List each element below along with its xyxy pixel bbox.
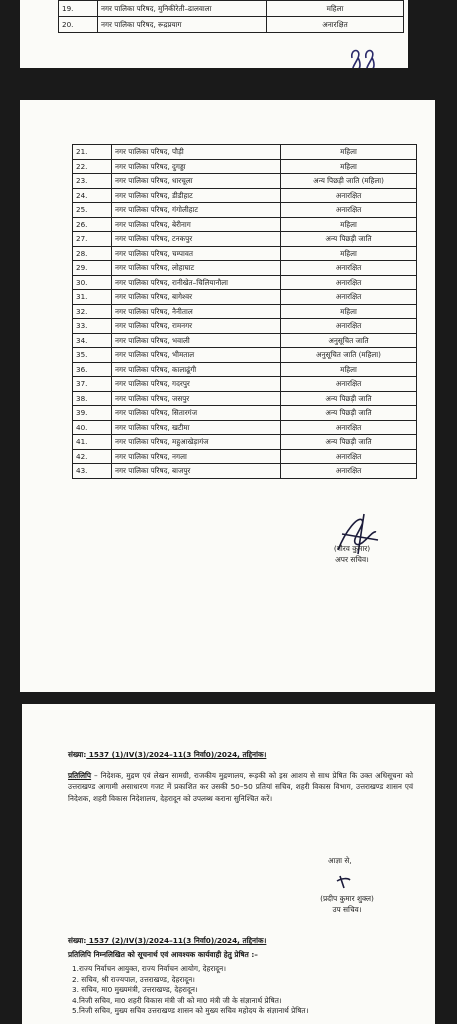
reservation-category: अनारक्षित [281, 203, 417, 218]
reservation-category: अनारक्षित [281, 377, 417, 392]
table-row [73, 159, 417, 174]
table-row [59, 1, 404, 17]
serial-number: 21. [73, 145, 112, 160]
table-row [73, 290, 417, 305]
table-row [73, 304, 417, 319]
municipal-body-name: नगर पालिका परिषद, नैनीताल [112, 304, 281, 319]
reservation-table [72, 144, 417, 479]
serial-number: 36. [73, 362, 112, 377]
table-row [59, 17, 404, 33]
municipal-body-name: नगर पालिका परिषद, धारचूला [112, 174, 281, 189]
table-row [73, 174, 417, 189]
reservation-category: अनारक्षित [281, 261, 417, 276]
municipal-body-name: नगर पालिका परिषद, जसपुर [112, 391, 281, 406]
ref1-prefix: संख्या: [68, 750, 87, 759]
reservation-category: महिला [281, 246, 417, 261]
municipal-body-name: नगर पालिका परिषद, दुगड्डा [112, 159, 281, 174]
table-row [73, 449, 417, 464]
serial-number: 19. [59, 1, 98, 17]
municipal-body-name: नगर पालिका परिषद, रामनगर [112, 319, 281, 334]
document-page-1 [20, 0, 408, 68]
municipal-body-name: नगर पालिका परिषद, रूद्रप्रयाग [98, 17, 267, 33]
municipal-body-name: नगर पालिका परिषद, महुआखेड़ागंज [112, 435, 281, 450]
reservation-category: अनारक्षित [281, 188, 417, 203]
signatory-designation-2: उप सचिव। [332, 904, 362, 914]
reservation-category: अन्य पिछड़ी जाति [281, 391, 417, 406]
order-text: आज्ञा से, [328, 856, 352, 865]
reservation-category: अनारक्षित [281, 319, 417, 334]
ref2-prefix: संख्या: [68, 936, 87, 945]
serial-number: 22. [73, 159, 112, 174]
signatory-name: (गौरव कुमार) [333, 544, 371, 553]
table-row [73, 145, 417, 160]
table-row [73, 348, 417, 363]
municipal-body-name: नगर पालिका परिषद, टनकपुर [112, 232, 281, 247]
reservation-category: अन्य पिछड़ी जाति [281, 232, 417, 247]
table-row [73, 203, 417, 218]
recipient-item: 5.निजी सचिव, मुख्य सचिव उत्तराखण्ड शासन को मुख्य सचिव महोदय के संज्ञानार्थ प्रेषित। [72, 1006, 309, 1016]
serial-number: 30. [73, 275, 112, 290]
serial-number: 26. [73, 217, 112, 232]
municipal-body-name: नगर पालिका परिषद, भीमताल [112, 348, 281, 363]
serial-number: 38. [73, 391, 112, 406]
serial-number: 20. [59, 17, 98, 33]
reservation-category: अनारक्षित [281, 449, 417, 464]
serial-number: 23. [73, 174, 112, 189]
serial-number: 29. [73, 261, 112, 276]
table-row [73, 420, 417, 435]
table-row [73, 188, 417, 203]
table-row [73, 232, 417, 247]
reference-number-2 [68, 936, 266, 947]
serial-number: 43. [73, 464, 112, 479]
serial-number: 35. [73, 348, 112, 363]
municipal-body-name: नगर पालिका परिषद, गंगोलीहाट [112, 203, 281, 218]
copy-to-paragraph-1 [68, 770, 413, 804]
municipal-body-name: नगर पालिका परिषद, बागेश्वर [112, 290, 281, 305]
municipal-body-name: नगर पालिका परिषद, बाजपुर [112, 464, 281, 479]
serial-number: 31. [73, 290, 112, 305]
copy-to-heading-2: प्रतिलिपि निम्नलिखित को सूचनार्थ एवं आवश्यक कार्यवाही हेतु प्रेषित :– [68, 950, 258, 959]
municipal-body-name: नगर पालिका परिषद, गदरपुर [112, 377, 281, 392]
document-page-2 [20, 100, 435, 692]
municipal-body-name: नगर पालिका परिषद, चम्पावत [112, 246, 281, 261]
reservation-category: महिला [281, 217, 417, 232]
serial-number: 40. [73, 420, 112, 435]
serial-number: 37. [73, 377, 112, 392]
serial-number: 27. [73, 232, 112, 247]
municipal-body-name: नगर पालिका परिषद, कालाढूंगी [112, 362, 281, 377]
document-page-3 [22, 704, 435, 1024]
municipal-body-name: नगर पालिका परिषद, डीडीहाट [112, 188, 281, 203]
recipient-item: 3. सचिव, मा0 मुख्यमंत्री, उत्तराखण्ड, देहरादून। [72, 985, 198, 995]
reservation-category: महिला [281, 304, 417, 319]
reservation-category: महिला [267, 1, 404, 17]
serial-number: 32. [73, 304, 112, 319]
table-row [73, 464, 417, 479]
recipient-item: 2. सचिव, श्री राज्यपाल, उत्तराखण्ड, देहरादून। [72, 974, 195, 984]
municipal-body-name: नगर पालिका परिषद, रानीखेत–चिलियानौला [112, 275, 281, 290]
signature-handwritten-2 [334, 872, 356, 892]
reservation-table-continued [58, 0, 404, 33]
reservation-category: अन्य पिछड़ी जाति [281, 435, 417, 450]
page-number-handwritten [348, 44, 384, 68]
serial-number: 34. [73, 333, 112, 348]
recipient-list [72, 964, 308, 1017]
ref1-number: 1537 (1)/IV(3)/2024–11(3 निर्वा0)/2024, तद्दिनांक। [86, 750, 267, 759]
reservation-category: महिला [281, 145, 417, 160]
reservation-category: महिला [281, 159, 417, 174]
municipal-body-name: नगर पालिका परिषद, बेरीनाग [112, 217, 281, 232]
serial-number: 25. [73, 203, 112, 218]
table-row [73, 246, 417, 261]
reservation-category: अन्य पिछड़ी जाति (महिला) [281, 174, 417, 189]
reservation-category: अनुसूचित जाति (महिला) [281, 348, 417, 363]
serial-number: 39. [73, 406, 112, 421]
reservation-category: अन्य पिछड़ी जाति [281, 406, 417, 421]
signatory-designation: अपर सचिव। [335, 554, 369, 564]
recipient-item: 1.राज्य निर्वाचन आयुक्त, राज्य निर्वाचन आयोग, देहरादून। [72, 964, 226, 973]
table-row [73, 391, 417, 406]
reservation-category: अनारक्षित [267, 17, 404, 33]
copy1-label: प्रतिलिपि [68, 771, 92, 780]
table-row [73, 406, 417, 421]
municipal-body-name: नगर पालिका परिषद, सितारगंज [112, 406, 281, 421]
copy1-text: – निदेशक, मुद्रण एवं लेखन सामग्री, राजकीय मुद्रणालय, रूड़की को इस आशय से साथ प्रेषित कि उक्त अधिसूचना को उत्तराखण्ड आगामी असाधारण गजट में प्रकाशित कर उसकी 50–50 प्रतियां सचिव, शहरी विकास विभाग, उत्तराखण्ड शासन एवं निदेशक, शहरी विकास निदेशालय, देहरादून को उपलब्ध कराना सुनिश्चित करें। [68, 771, 413, 803]
serial-number: 42. [73, 449, 112, 464]
reference-number-1 [68, 750, 266, 761]
municipal-body-name: नगर पालिका परिषद, खटीमा [112, 420, 281, 435]
table-row [73, 377, 417, 392]
signatory-name-2: (प्रदीप कुमार शुक्ल) [320, 894, 374, 903]
table-row [73, 261, 417, 276]
table-row [73, 319, 417, 334]
municipal-body-name: नगर पालिका परिषद, नगला [112, 449, 281, 464]
table-row [73, 362, 417, 377]
table-row [73, 333, 417, 348]
municipal-body-name: नगर पालिका परिषद, मुनिकीरेती–ढालवाला [98, 1, 267, 17]
reservation-category: अनारक्षित [281, 464, 417, 479]
table-row [73, 217, 417, 232]
ref2-number: 1537 (2)/IV(3)/2024–11(3 निर्वा0)/2024, तद्दिनांक। [86, 936, 267, 945]
reservation-category: अनारक्षित [281, 290, 417, 305]
serial-number: 28. [73, 246, 112, 261]
municipal-body-name: नगर पालिका परिषद, भवाली [112, 333, 281, 348]
table-row [73, 275, 417, 290]
serial-number: 24. [73, 188, 112, 203]
serial-number: 33. [73, 319, 112, 334]
reservation-category: अनुसूचित जाति [281, 333, 417, 348]
table-row [73, 435, 417, 450]
municipal-body-name: नगर पालिका परिषद, लोहाघाट [112, 261, 281, 276]
reservation-category: अनारक्षित [281, 275, 417, 290]
reservation-category: अनारक्षित [281, 420, 417, 435]
municipal-body-name: नगर पालिका परिषद, पौड़ी [112, 145, 281, 160]
reservation-category: महिला [281, 362, 417, 377]
serial-number: 41. [73, 435, 112, 450]
recipient-item: 4.निजी सचिव, मा0 शहरी विकास मंत्री जी को मा0 मंत्री जी के संज्ञानार्थ प्रेषित। [72, 995, 282, 1005]
